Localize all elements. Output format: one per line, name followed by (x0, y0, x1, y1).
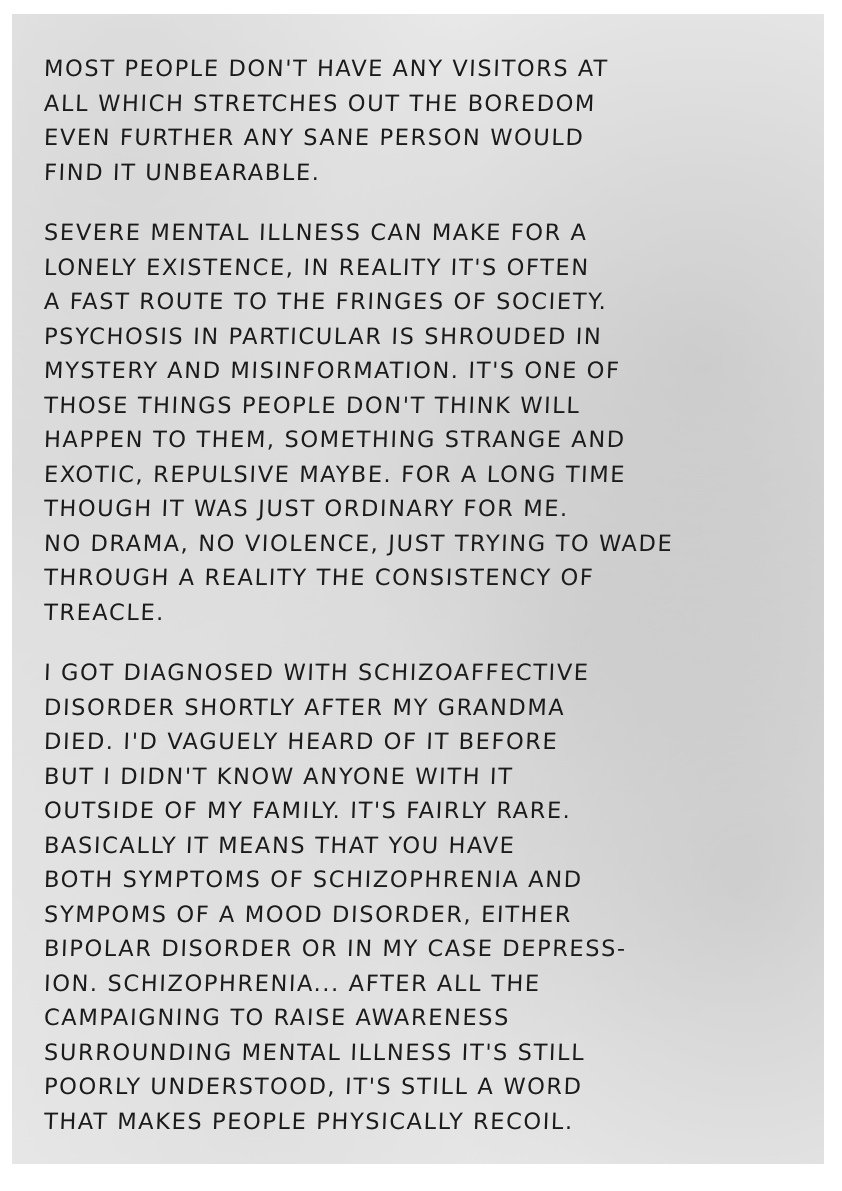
text-line: HAPPEN TO THEM, SOMETHING STRANGE AND (43, 427, 627, 453)
text-line: PSYCHOSIS IN PARTICULAR IS SHROUDED IN (43, 323, 603, 350)
text-line: THOSE THINGS PEOPLE DON'T THINK WILL (43, 392, 581, 419)
text-line: MOST PEOPLE DON'T HAVE ANY VISITORS AT (43, 56, 610, 82)
text-line: SURROUNDING MENTAL ILLNESS IT'S STILL (43, 1039, 586, 1066)
text-line: FIND IT UNBEARABLE. (43, 159, 322, 186)
text-line: EXOTIC, REPULSIVE MAYBE. FOR A LONG TIME (43, 461, 627, 488)
text-line: BUT I DIDN'T KNOW ANYONE WITH IT (43, 763, 514, 790)
text-line: BASICALLY IT MEANS THAT YOU HAVE (43, 832, 516, 859)
paragraph-visitors (44, 52, 804, 190)
text-line: MYSTERY AND MISINFORMATION. IT'S ONE OF (43, 358, 621, 384)
text-line: BIPOLAR DISORDER OR IN MY CASE DEPRESS- (43, 936, 628, 962)
text-line: NO DRAMA, NO VIOLENCE, JUST TRYING TO WADE (43, 530, 674, 557)
text-line: OUTSIDE OF MY FAMILY. IT'S FAIRLY RARE. (43, 798, 572, 824)
text-line: DIED. I'D VAGUELY HEARD OF IT BEFORE (43, 729, 559, 755)
text-line: DISORDER SHORTLY AFTER MY GRANDMA (43, 694, 566, 721)
text-line: THROUGH A REALITY THE CONSISTENCY OF (43, 565, 595, 591)
paragraph-diagnosis (44, 656, 804, 1139)
text-line: EVEN FURTHER ANY SANE PERSON WOULD (43, 125, 585, 151)
text-line: ION. SCHIZOPHRENIA... AFTER ALL THE (43, 970, 542, 997)
paper-sheet (12, 14, 824, 1164)
text-line: POORLY UNDERSTOOD, IT'S STILL A WORD (43, 1074, 584, 1100)
text-line: CAMPAIGNING TO RAISE AWARENESS (43, 1005, 511, 1031)
paragraph-mental-illness (44, 216, 804, 630)
handwritten-text (44, 52, 804, 1165)
text-line: A FAST ROUTE TO THE FRINGES OF SOCIETY. (43, 289, 608, 315)
text-line: I GOT DIAGNOSED WITH SCHIZOAFFECTIVE (43, 660, 590, 686)
text-line: BOTH SYMPTOMS OF SCHIZOPHRENIA AND (43, 867, 584, 893)
text-line: LONELY EXISTENCE, IN REALITY IT'S OFTEN (43, 254, 591, 281)
text-line: THOUGH IT WAS JUST ORDINARY FOR ME. (43, 496, 570, 522)
text-line: ALL WHICH STRETCHES OUT THE BOREDOM (43, 90, 597, 117)
text-line: SYMPOMS OF A MOOD DISORDER, EITHER (43, 901, 573, 928)
text-line: THAT MAKES PEOPLE PHYSICALLY RECOIL. (43, 1108, 575, 1135)
text-line: TREACLE. (43, 599, 166, 626)
text-line: SEVERE MENTAL ILLNESS CAN MAKE FOR A (43, 220, 589, 246)
